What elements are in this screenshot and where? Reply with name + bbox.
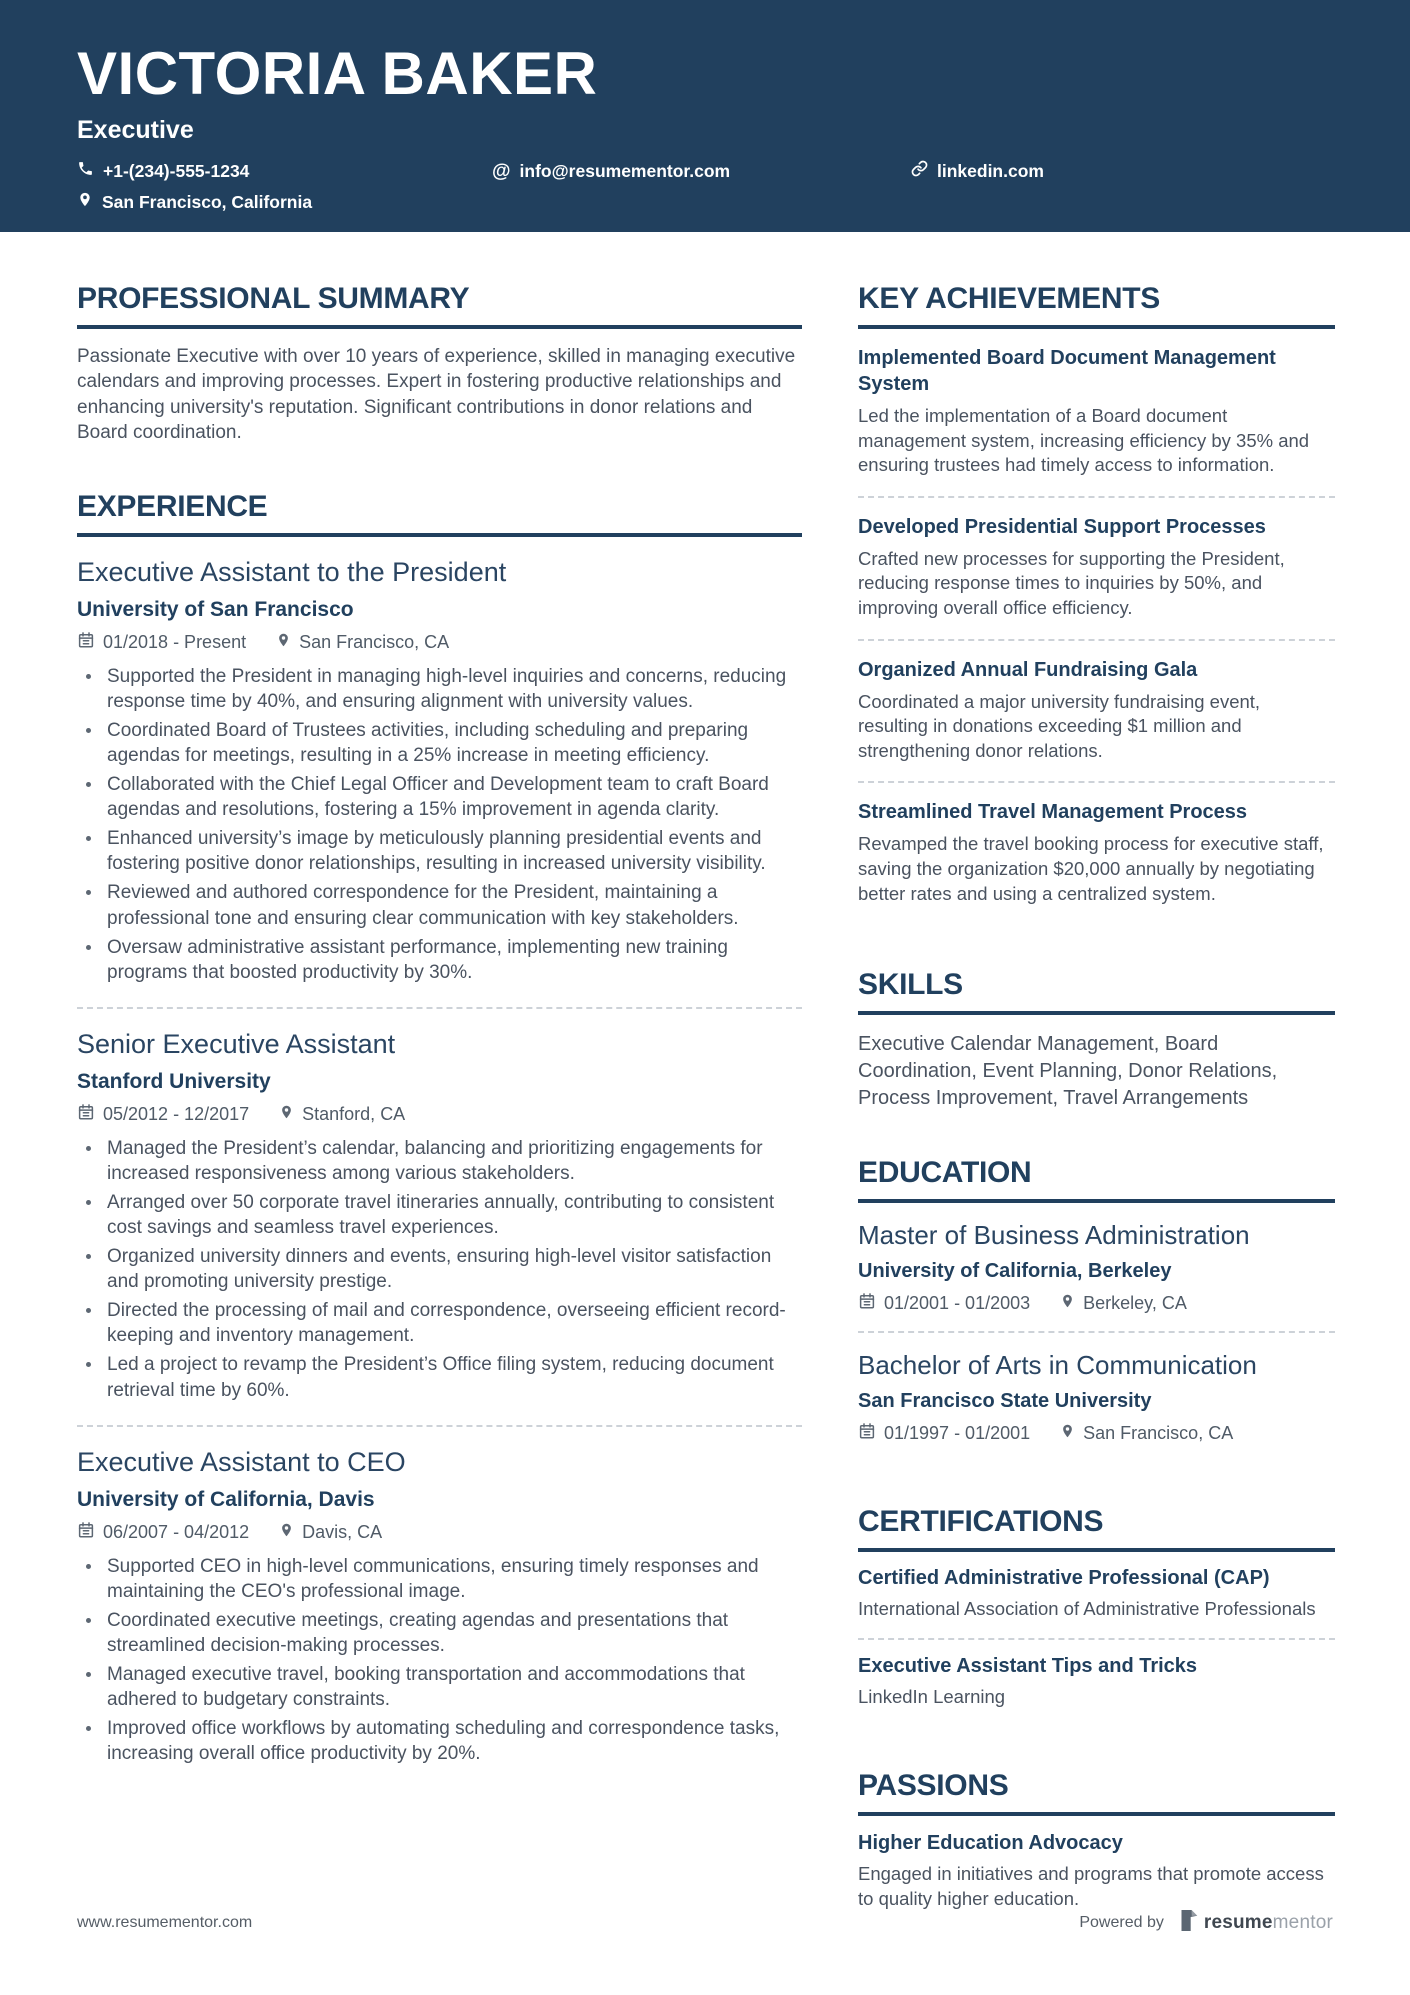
skills-text: Executive Calendar Management, Board Coordination, Event Planning, Donor Relations, Process Improvement, Travel Arrangements: [858, 1033, 1278, 1110]
page-footer: [77, 1909, 1333, 1937]
education-dates: [858, 1292, 1030, 1315]
passion-list: [858, 1816, 1335, 1911]
certification-org: International Association of Administrative Professionals: [858, 1597, 1316, 1619]
person-job-title: Executive: [77, 116, 194, 144]
certification-entry: [858, 1552, 1335, 1638]
section-heading-education: EDUCATION: [858, 1156, 1335, 1203]
calendar-icon: [858, 1422, 876, 1445]
school-name: University of California, Berkeley: [858, 1260, 1172, 1283]
powered-by: [1079, 1909, 1333, 1937]
achievement-text: Coordinated a major university fundraising event, resulting in donations exceeding $1 million and strengthening donor relations.: [858, 690, 1261, 761]
job-list: [77, 537, 802, 1788]
job-bullet: Managed the President’s calendar, balancing and prioritizing engagements for increased responsiveness among various stakeholders.: [77, 1136, 802, 1186]
phone-contact: [77, 160, 492, 182]
job-entry: [77, 537, 802, 1007]
job-title: Senior Executive Assistant: [77, 1028, 396, 1059]
powered-by-label: Powered by: [1079, 1914, 1164, 1931]
education-location: [1060, 1423, 1233, 1444]
degree-title: Master of Business Administration: [858, 1220, 1250, 1251]
job-dates: [77, 1521, 249, 1544]
job-entry: [77, 1425, 802, 1789]
location-text: San Francisco, California: [102, 191, 313, 212]
passion-entry: [858, 1816, 1335, 1911]
summary-text: Passionate Executive with over 10 years of experience, skilled in managing executive calendars and improving processes. Expert in fostering productive relationships and enhancing university's reputation. Significant contributions in donor relations and Board coordination.: [77, 346, 796, 444]
job-meta: [77, 1521, 802, 1544]
job-bullet: Oversaw administrative assistant performance, implementing new training programs that boosted productivity by 30%.: [77, 935, 802, 985]
section-heading-certifications: CERTIFICATIONS: [858, 1505, 1335, 1552]
job-bullet: Collaborated with the Chief Legal Officer and Development team to craft Board agendas and resolutions, fostering a 15% improvement in agenda clarity.: [77, 772, 802, 822]
education-section: [858, 1156, 1335, 1461]
achievement-entry: [858, 496, 1335, 639]
job-meta: [77, 1103, 802, 1126]
footer-website-link[interactable]: www.resumementor.com: [77, 1914, 253, 1931]
education-list: [858, 1203, 1335, 1461]
achievement-entry: [858, 639, 1335, 782]
education-location-text: Berkeley, CA: [1083, 1293, 1187, 1314]
phone-icon: [77, 160, 94, 182]
job-bullet-list: [77, 1136, 802, 1403]
achievement-text: Crafted new processes for supporting the President, reducing response times to inquiries by 50%, and improving overall office efficiency.: [858, 547, 1285, 618]
job-title: Executive Assistant to CEO: [77, 1446, 406, 1477]
achievement-title: Organized Annual Fundraising Gala: [858, 658, 1198, 681]
job-bullet: Coordinated Board of Trustees activities, including scheduling and preparing agendas for meetings, resulting in a 25% increase in meeting efficiency.: [77, 718, 802, 768]
link-icon: [911, 160, 928, 182]
email-contact[interactable]: [492, 160, 911, 182]
resume-header: [0, 0, 1410, 232]
calendar-icon: [77, 1103, 95, 1126]
achievement-text: Led the implementation of a Board document management system, increasing efficiency by 35% and ensuring trustees had timely access to information.: [858, 405, 1310, 476]
education-meta: [858, 1292, 1335, 1315]
job-bullet: Improved office workflows by automating scheduling and correspondence tasks, increasing overall office productivity by 20%.: [77, 1716, 802, 1766]
right-column: [858, 282, 1335, 1955]
certifications-section: [858, 1505, 1335, 1725]
email-address[interactable]: info@resumementor.com: [519, 160, 731, 181]
job-location-text: San Francisco, CA: [299, 631, 450, 652]
job-entry: [77, 1007, 802, 1425]
company-name: University of San Francisco: [77, 597, 354, 621]
job-bullet: Directed the processing of mail and correspondence, overseeing efficient record-keeping and inventory management.: [77, 1298, 802, 1348]
job-bullet-list: [77, 664, 802, 985]
experience-section: [77, 490, 802, 1788]
education-dates: [858, 1422, 1030, 1445]
certification-entry: [858, 1638, 1335, 1726]
skills-section: [858, 968, 1335, 1112]
job-dates: [77, 631, 246, 654]
achievement-title: Developed Presidential Support Processes: [858, 515, 1266, 538]
section-heading-passions: PASSIONS: [858, 1769, 1335, 1816]
job-bullet: Reviewed and authored correspondence for the President, maintaining a professional tone and ensuring clear communication with key stakeholders.: [77, 880, 802, 930]
job-location-text: Stanford, CA: [302, 1103, 406, 1124]
job-bullet: Arranged over 50 corporate travel itineraries annually, contributing to consistent cost savings and seamless travel experiences.: [77, 1190, 802, 1240]
section-heading-experience: EXPERIENCE: [77, 490, 802, 537]
map-pin-icon: [1060, 1423, 1075, 1444]
job-dates-text: 01/2018 - Present: [103, 631, 247, 652]
map-pin-icon: [276, 632, 291, 653]
calendar-icon: [77, 1521, 95, 1544]
job-title: Executive Assistant to the President: [77, 556, 507, 587]
achievement-list: [858, 329, 1335, 924]
education-meta: [858, 1422, 1335, 1445]
linkedin-contact[interactable]: [911, 160, 1333, 182]
phone-number: +1-(234)-555-1234: [103, 160, 250, 181]
achievement-title: Implemented Board Document Management System: [858, 347, 1276, 395]
professional-summary-section: [77, 282, 802, 446]
job-meta: [77, 631, 802, 654]
achievement-entry: [858, 329, 1335, 496]
degree-title: Bachelor of Arts in Communication: [858, 1350, 1257, 1381]
resume-body: [0, 232, 1410, 1955]
education-entry: [858, 1203, 1335, 1331]
section-heading-summary: PROFESSIONAL SUMMARY: [77, 282, 802, 329]
section-heading-achievements: KEY ACHIEVEMENTS: [858, 282, 1335, 329]
map-pin-icon: [279, 1104, 294, 1125]
education-location: [1060, 1293, 1187, 1314]
education-dates-text: 01/1997 - 01/2001: [884, 1422, 1031, 1443]
job-bullet: Managed executive travel, booking transportation and accommodations that adhered to budgetary constraints.: [77, 1662, 802, 1712]
job-bullet: Led a project to revamp the President’s Office filing system, reducing document retrieval time by 60%.: [77, 1352, 802, 1402]
email-at-icon: @: [492, 160, 511, 182]
passions-section: [858, 1769, 1335, 1911]
calendar-icon: [858, 1292, 876, 1315]
key-achievements-section: [858, 282, 1335, 924]
achievement-entry: [858, 781, 1335, 924]
job-dates: [77, 1103, 249, 1126]
certification-title: Certified Administrative Professional (CAP): [858, 1566, 1270, 1589]
job-location: [279, 1522, 382, 1543]
job-bullet: Organized university dinners and events, ensuring high-level visitor satisfaction and promoting university prestige.: [77, 1244, 802, 1294]
linkedin-url[interactable]: linkedin.com: [937, 160, 1044, 181]
company-name: University of California, Davis: [77, 1487, 375, 1511]
certification-title: Executive Assistant Tips and Tricks: [858, 1654, 1198, 1677]
contact-info: [77, 160, 1333, 213]
job-bullet: Supported CEO in high-level communications, ensuring timely responses and maintaining the CEO's professional image.: [77, 1554, 802, 1604]
education-location-text: San Francisco, CA: [1083, 1422, 1234, 1443]
job-bullet: Enhanced university’s image by meticulously planning presidential events and fostering positive donor relationships, resulting in increased university visibility.: [77, 826, 802, 876]
job-dates-text: 06/2007 - 04/2012: [103, 1521, 250, 1542]
job-bullet: Supported the President in managing high-level inquiries and concerns, reducing response time by 40%, and ensuring alignment with university values.: [77, 664, 802, 714]
location-pin-icon: [77, 191, 93, 213]
achievement-text: Revamped the travel booking process for executive staff, saving the organization $20,000 annually by negotiating better rates and using a centralized system.: [858, 833, 1324, 904]
education-dates-text: 01/2001 - 01/2003: [884, 1293, 1031, 1314]
job-location: [276, 632, 449, 653]
resumementor-logo: [1178, 1909, 1333, 1937]
location-contact: [77, 191, 492, 213]
passion-text: Engaged in initiatives and programs that promote access to quality higher education.: [858, 1863, 1324, 1909]
job-location: [279, 1104, 405, 1125]
school-name: San Francisco State University: [858, 1389, 1152, 1412]
job-bullet: Coordinated executive meetings, creating agendas and presentations that streamlined decision-making processes.: [77, 1608, 802, 1658]
job-location-text: Davis, CA: [302, 1521, 383, 1542]
job-bullet-list: [77, 1554, 802, 1767]
certification-org: LinkedIn Learning: [858, 1685, 1006, 1707]
job-dates-text: 05/2012 - 12/2017: [103, 1103, 250, 1124]
education-entry: [858, 1331, 1335, 1461]
calendar-icon: [77, 631, 95, 654]
person-name: VICTORIA BAKER: [77, 40, 598, 107]
left-column: [77, 282, 802, 1955]
resumementor-logo-text: resumementor: [1203, 1912, 1333, 1933]
section-heading-skills: SKILLS: [858, 968, 1335, 1015]
map-pin-icon: [1060, 1293, 1075, 1314]
achievement-title: Streamlined Travel Management Process: [858, 801, 1248, 824]
resumementor-logo-icon: [1178, 1909, 1199, 1937]
passion-title: Higher Education Advocacy: [858, 1832, 1123, 1855]
certification-list: [858, 1552, 1335, 1725]
company-name: Stanford University: [77, 1069, 271, 1093]
map-pin-icon: [279, 1522, 294, 1543]
